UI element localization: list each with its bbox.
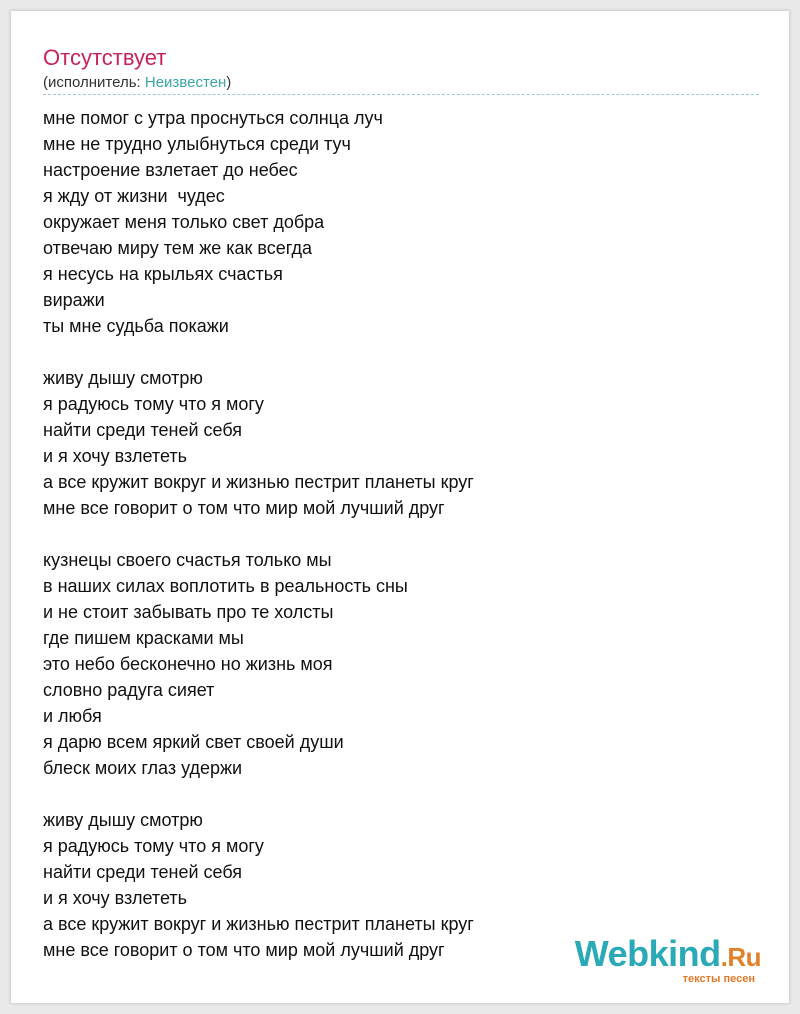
song-title: Отсутствует <box>43 45 167 70</box>
lyric-line: и я хочу взлететь <box>43 888 187 908</box>
lyric-line: мне помог с утра проснуться солнца луч <box>43 108 383 128</box>
lyric-line: живу дышу смотрю <box>43 368 203 388</box>
lyric-line: где пишем красками мы <box>43 628 244 648</box>
lyric-line: в наших силах воплотить в реальность сны <box>43 576 408 596</box>
lyric-line: мне все говорит о том что мир мой лучший друг <box>43 498 445 518</box>
lyric-line: а все кружит вокруг и жизнью пестрит планеты круг <box>43 914 474 934</box>
logo-tld: .Ru <box>720 942 761 972</box>
logo-wordmark <box>574 933 761 975</box>
site-logo[interactable] <box>574 933 761 985</box>
artist-line <box>43 73 231 93</box>
lyric-line: виражи <box>43 290 105 310</box>
lyric-line: блеск моих глаз удержи <box>43 758 243 778</box>
lyric-line: и не стоит забывать про те холсты <box>43 602 334 622</box>
stanza-break <box>43 521 474 547</box>
lyric-line: окружает меня только свет добра <box>43 212 325 232</box>
logo-tagline: тексты песен <box>682 973 755 985</box>
lyric-line: я радуюсь тому что я могу <box>43 394 264 414</box>
stanza-break <box>43 781 474 807</box>
lyric-line: мне все говорит о том что мир мой лучший друг <box>43 940 445 960</box>
artist-suffix: ) <box>226 74 232 91</box>
lyric-line: отвечаю миру тем же как всегда <box>43 238 313 258</box>
logo-name: Webkind <box>574 933 721 974</box>
lyric-line: я несусь на крыльях счастья <box>43 264 283 284</box>
lyrics-text <box>43 105 474 963</box>
lyric-line: я радуюсь тому что я могу <box>43 836 264 856</box>
lyric-line: и любя <box>43 706 102 726</box>
lyrics-card <box>10 10 790 1004</box>
lyric-line: а все кружит вокруг и жизнью пестрит планеты круг <box>43 472 474 492</box>
lyric-line: и я хочу взлететь <box>43 446 187 466</box>
lyric-line: живу дышу смотрю <box>43 810 203 830</box>
lyric-line: я жду от жизни чудес <box>43 186 225 206</box>
stanza-break <box>43 339 474 365</box>
lyric-line: найти среди теней себя <box>43 862 243 882</box>
lyric-line: словно радуга сияет <box>43 680 215 700</box>
lyric-line: настроение взлетает до небес <box>43 160 298 180</box>
lyric-line: ты мне судьба покажи <box>43 316 229 336</box>
lyric-line: это небо бесконечно но жизнь моя <box>43 654 333 674</box>
divider <box>43 94 759 95</box>
lyric-line: найти среди теней себя <box>43 420 243 440</box>
lyric-line: кузнецы своего счастья только мы <box>43 550 332 570</box>
artist-prefix: (исполнитель: <box>43 74 145 91</box>
lyric-line: я дарю всем яркий свет своей души <box>43 732 344 752</box>
artist-link[interactable]: Неизвестен <box>144 74 227 91</box>
lyric-line: мне не трудно улыбнуться среди туч <box>43 134 351 154</box>
